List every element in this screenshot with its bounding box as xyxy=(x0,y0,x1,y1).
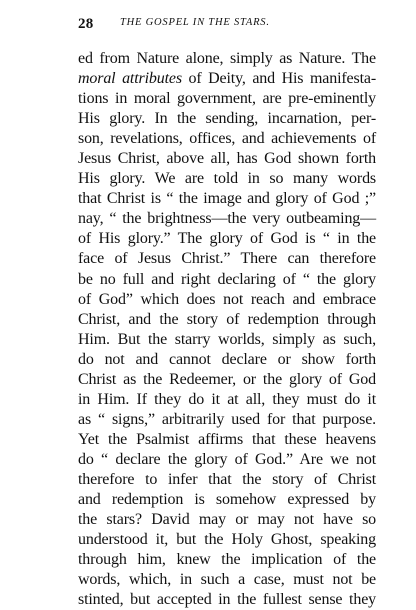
text-line: tions in moral government, are pre-eminently xyxy=(78,90,376,108)
text-line: Christ, and the story of redemption through xyxy=(78,310,376,328)
text-line: through him, knew the implication of the xyxy=(78,551,376,569)
text-line: words, which, in such a case, must not be xyxy=(78,571,376,589)
text-line: face of Jesus Christ.” There can therefore xyxy=(78,250,376,268)
text-line: ed from Nature alone, simply as Nature. The xyxy=(78,50,376,67)
text-line: son, revelations, offices, and achievements of xyxy=(78,130,376,148)
text-segment: of Deity, and His manifesta- xyxy=(181,70,376,88)
body-text xyxy=(78,49,376,610)
text-line: of His glory.” The glory of God is “ in the xyxy=(78,230,376,248)
text-line: be no full and right declaring of “ the glory xyxy=(78,270,376,288)
text-line: stinted, but accepted in the fullest sense they xyxy=(78,591,376,609)
text-line: understood it, but the Holy Ghost, speaking xyxy=(78,531,376,549)
text-line xyxy=(78,69,376,89)
text-line: Yet the Psalmist affirms that these heavens xyxy=(78,430,376,448)
text-line: Him. But the starry worlds, simply as such, xyxy=(78,330,376,348)
text-line: His glory. In the sending, incarnation, per- xyxy=(78,110,376,128)
text-line: nay, “ the brightness—the very outbeaming— xyxy=(78,210,376,228)
page-header xyxy=(78,8,378,38)
text-line: the stars? David may or may not have so xyxy=(78,511,376,529)
text-line: as “ signs,” arbitrarily used for that purpose. xyxy=(78,410,376,428)
text-line: that Christ is “ the image and glory of God ;” xyxy=(78,190,376,208)
text-line: therefore to infer that the story of Christ xyxy=(78,470,376,488)
text-line: His glory. We are told in so many words xyxy=(78,170,376,188)
text-line: Christ as the Redeemer, or the glory of God xyxy=(78,370,376,388)
text-line: in Him. If they do it at all, they must do it xyxy=(78,390,376,408)
text-line: of God” which does not reach and embrace xyxy=(78,290,376,308)
text-line: do “ declare the glory of God.” Are we not xyxy=(78,450,376,468)
running-title: THE GOSPEL IN THE STARS. xyxy=(120,17,270,28)
italic-text-segment: moral attributes xyxy=(78,70,182,88)
text-line: and redemption is somehow expressed by xyxy=(78,491,376,509)
text-line: do not and cannot declare or show forth xyxy=(78,350,376,368)
page-number: 28 xyxy=(78,16,94,32)
text-line: Jesus Christ, above all, has God shown forth xyxy=(78,150,376,168)
